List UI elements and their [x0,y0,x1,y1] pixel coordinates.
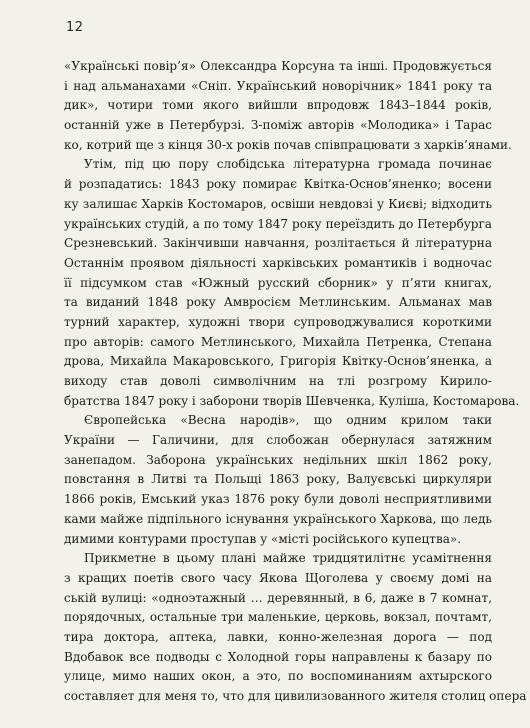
text-line: Утім, під цю пору слобідська літературна громада починає [84,157,492,172]
text-line: ками майже підпільного існування українського Харкова, що ледь [64,511,492,526]
text-line: Прикметне в цьому плані майже тридцятилітнє усамітнення [84,551,492,566]
text-line: дрова, Михайла Макаровського, Григорія Квітку-Основ’яненка, а [64,354,492,369]
text-line: дик», чотири томи якого вийшли впродовж 1843–1844 років, [64,98,492,113]
paragraph [64,549,527,707]
text-line: занепадом. Заборона українських недільних шкіл 1862 року, [64,452,492,467]
text-line: України — Галичини, для слобожан обернулася затяжним [64,433,492,448]
text-line: 1866 років, Емський указ 1876 року були доволі несприятливими [64,492,492,507]
text-line: Вдобавок все подводы с Холодной горы направлены к базару по [64,649,492,664]
text-line: з кращих поетів свого часу Якова Щоголева у своєму домі на [64,570,492,585]
text-line: ку залишає Харків Костомаров, освіши невдовзі у Києві; відходить [64,196,492,211]
text-line: Європейська «Весна народів», що одним крилом таки [84,413,492,428]
text-line: составляет для меня то, что для цивилизованного жителя столиц опера [64,689,527,703]
text-line: турний характер, художні твори супроводжувалися короткими [64,314,492,329]
text-line: ській вулиці: «одноэтажный … деревянный, в 6, даже в 7 комнат, [64,590,492,605]
text-line: і над альманахами «Сніп. Український новорічник» 1841 року та [64,78,492,93]
text-line: виходу став доволі символічним на тлі розгрому Кирило- [64,374,492,388]
paragraph [64,57,512,155]
text-line: останній уже в Петербурзі. З-поміж авторів «Молодика» і Тарас [64,118,492,133]
text-line: димими контурами проступав у «місті російського купецтва». [64,531,462,546]
text-line: братства 1847 року і заборони творів Шевченка, Куліша, Костомарова. [64,393,520,408]
text-line: ко, котрий ще з кінця 30-х років почав співпрацювати з харків’янами. [64,137,512,152]
paragraph [64,155,520,411]
text-line: Срезневський. Закінчивши навчання, розлітається й літературна [64,236,492,251]
body-text [64,57,527,707]
paragraph [64,411,492,549]
text-line: українських студій, а по тому 1847 року переїздить до Петербурга [64,216,492,231]
page-number: 12 [66,20,84,35]
text-line: тира доктора, аптека, лавки, конно-железная дорога — под [64,629,492,644]
text-line: Останнім проявом діяльності харківських романтиків і водночас [64,255,492,270]
text-line: повстання в Литві та Польщі 1863 року, Валуєвські циркуляри [64,472,492,487]
text-line: й розпадатись: 1843 року помирає Квітка-Основ’яненко; восени [64,177,492,192]
text-line: її підсумком став «Южный русский сборник» у п’яти книгах, [64,275,492,290]
text-line: улице, мимо наших окон, а это, по воспоминаниям ахтырского [64,669,492,684]
text-line: «Українські повір’я» Олександра Корсуна та інші. Продовжується [64,59,492,73]
text-line: порядочных, остальные три маленькие, церковь, вокзал, почтамт, [64,610,492,625]
text-line: про авторів: самого Метлинського, Михайла Петренка, Степана [64,334,492,349]
text-line: та виданий 1848 року Амвросієм Метлинським. Альманах мав [64,295,492,310]
